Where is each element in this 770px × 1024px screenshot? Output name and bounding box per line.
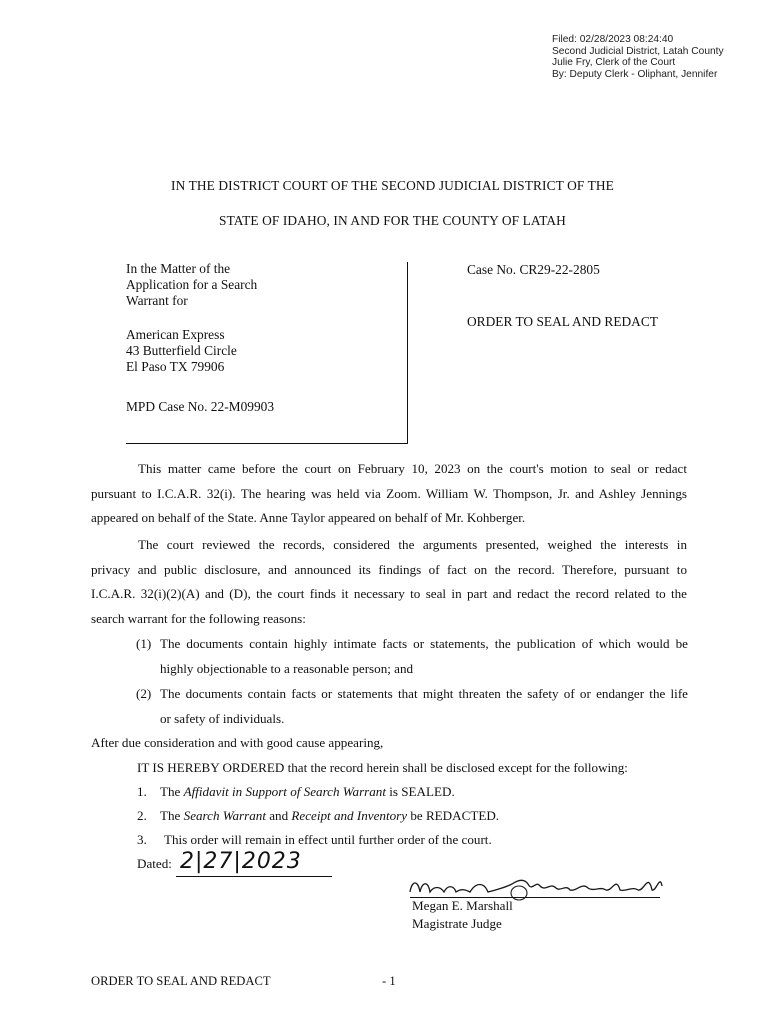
paragraph-findings (91, 533, 687, 631)
reason-number: (2) (136, 686, 152, 701)
mpd-case-number: MPD Case No. 22-M09903 (126, 399, 275, 415)
caption-divider-horizontal (126, 443, 408, 444)
item-emphasis: Search Warrant (183, 808, 266, 823)
order-item-1 (137, 784, 455, 800)
caption-divider-vertical (407, 262, 408, 444)
item-text: The (160, 808, 184, 823)
item-number: 1. (137, 784, 147, 799)
text-line: I.C.A.R. 32(i)(2)(A) and (D), the court finds it necessary to seal in part and redact the record related to the (91, 586, 687, 602)
stamp-deputy-line: By: Deputy Clerk - Oliphant, Jennifer (552, 68, 718, 80)
address-line: American Express (126, 326, 225, 342)
stamp-clerk-line: Julie Fry, Clerk of the Court (552, 57, 676, 69)
matter-line: Application for a Search (126, 277, 258, 293)
item-emphasis: Receipt and Inventory (291, 808, 408, 823)
item-emphasis: Affidavit in Support of Search Warrant (183, 784, 386, 799)
page-number: - 1 (382, 974, 396, 988)
text-line: The documents contain highly intimate facts or statements, the publication of which would be (160, 636, 688, 651)
reason-1 (136, 632, 688, 681)
matter-line: In the Matter of the (126, 261, 231, 276)
court-caption-line1: IN THE DISTRICT COURT OF THE SECOND JUDICIAL DISTRICT OF THE (171, 178, 614, 193)
reason-number: (1) (136, 636, 152, 651)
matter-line: Warrant for (126, 293, 188, 309)
judge-title: Magistrate Judge (412, 916, 502, 931)
text-line: This matter came before the court on February 10, 2023 on the court's motion to seal or redact (138, 461, 687, 476)
matter-block (126, 261, 396, 415)
case-number: Case No. CR29-22-2805 (467, 262, 600, 277)
text-line: pursuant to I.C.A.R. 32(i). The hearing was held via Zoom. William W. Thompson, Jr. and Ashley Jennings (91, 485, 687, 501)
filing-stamp (552, 34, 762, 80)
judge-name: Megan E. Marshall (412, 898, 513, 913)
order-item-2 (137, 808, 499, 824)
text-line: The documents contain facts or statements that might threaten the safety of or endanger the life (160, 686, 688, 701)
item-text: be REDACTED. (407, 808, 500, 823)
dated-underline (176, 876, 332, 877)
text-line: highly objectionable to a reasonable person; and (160, 660, 414, 676)
item-text: This order will remain in effect until further order of the court. (164, 832, 492, 847)
item-number: 2. (137, 808, 147, 823)
paragraph-hearing (91, 457, 687, 531)
court-caption-line2: STATE OF IDAHO, IN AND FOR THE COUNTY OF LATAH (219, 213, 566, 228)
stamp-filed-line: Filed: 02/28/2023 08:24:40 (552, 34, 674, 45)
stamp-district-line: Second Judicial District, Latah County (552, 45, 724, 57)
text-line: privacy and public disclosure, and announced its findings of fact on the record. Therefore, pursuant to (91, 561, 687, 577)
text-line: The court reviewed the records, considered the arguments presented, weighed the interests in (138, 537, 687, 552)
dated-handwritten-value: 2|27|2023 (180, 849, 302, 874)
item-number: 3. (137, 832, 147, 847)
text-line: appeared on behalf of the State. Anne Taylor appeared on behalf of Mr. Kohberger. (91, 510, 526, 526)
after-consideration: After due consideration and with good cause appearing, (91, 735, 384, 750)
reason-2 (136, 682, 688, 731)
judge-signature (400, 862, 670, 902)
footer-title: ORDER TO SEAL AND REDACT (91, 974, 271, 988)
order-title: ORDER TO SEAL AND REDACT (467, 314, 658, 329)
order-item-3 (137, 832, 492, 848)
ordered-statement: IT IS HEREBY ORDERED that the record herein shall be disclosed except for the following: (137, 760, 628, 775)
dated-label: Dated: (137, 856, 172, 871)
item-text: is SEALED. (386, 784, 455, 799)
text-line: or safety of individuals. (160, 710, 285, 726)
address-line: 43 Butterfield Circle (126, 342, 237, 358)
item-text: The (160, 784, 184, 799)
address-line: El Paso TX 79906 (126, 359, 225, 375)
text-line: search warrant for the following reasons: (91, 610, 306, 626)
item-text: and (265, 808, 292, 823)
